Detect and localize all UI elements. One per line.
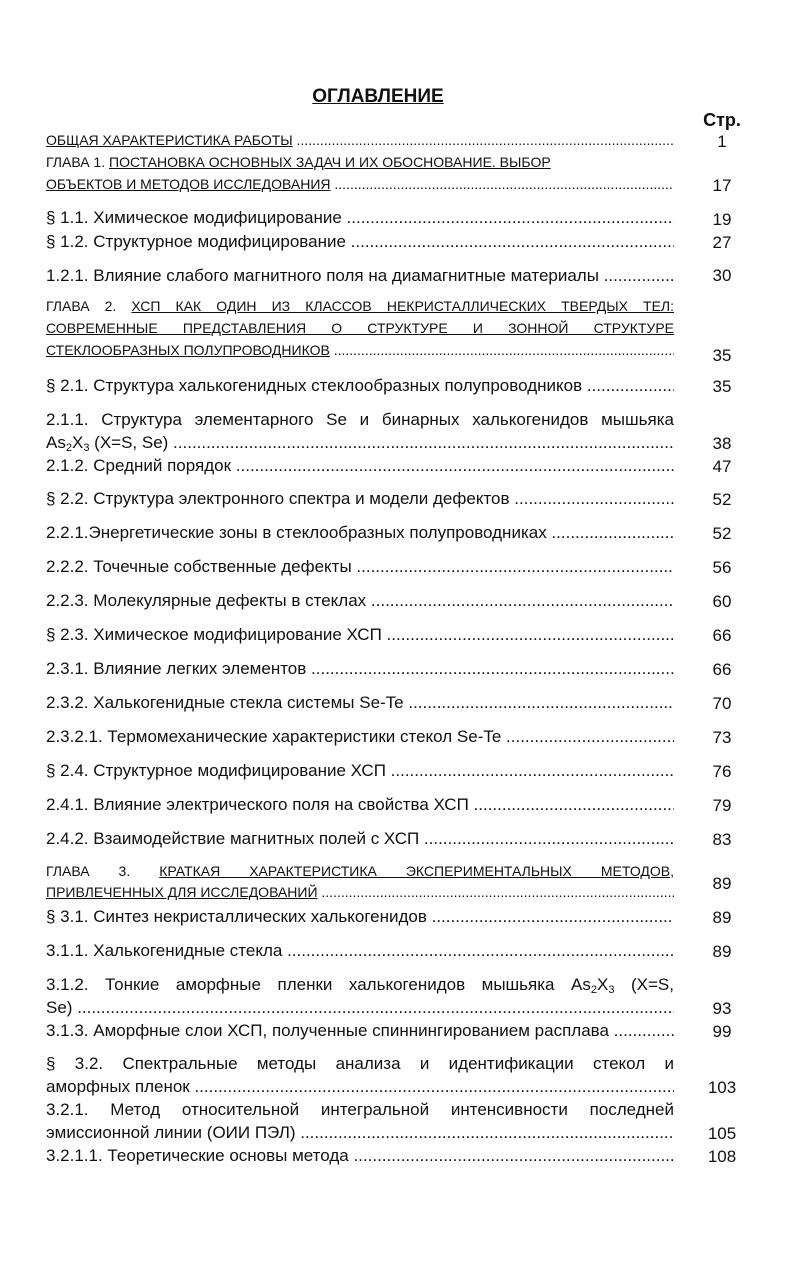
page-column-header: Стр. [703, 110, 741, 130]
toc-page: 93 [712, 999, 732, 1018]
toc-page: 76 [712, 762, 732, 781]
toc-page: 70 [712, 694, 732, 713]
toc-page: 35 [712, 346, 732, 365]
toc-page: 35 [712, 377, 732, 396]
toc-entry-chapter-2[interactable]: ГЛАВА 2. ХСП КАК ОДИН ИЗ КЛАССОВ НЕКРИСТАЛЛИЧЕСКИХ ТВЕРДЫХ ТЕЛ: [46, 298, 674, 314]
toc-page: 56 [712, 558, 732, 577]
toc-entry[interactable]: 1.2.1. Влияние слабого магнитного поля на диамагнитные материалы ..... [46, 266, 674, 286]
toc-entry[interactable]: § 3.2. Спектральные методы анализа и идентификации стекол и [46, 1054, 674, 1073]
toc-page: 47 [712, 457, 732, 476]
toc-entry[interactable]: 3.1.2. Тонкие аморфные пленки халькогенидов мышьяка $As_2X_3$ (X=S, [46, 975, 674, 995]
toc-entry[interactable]: 2.3.1. Влияние легких элементов ..... [46, 659, 674, 679]
toc-page: 103 [707, 1078, 737, 1097]
toc-entry-general[interactable]: ОБЩАЯ ХАРАКТЕРИСТИКА РАБОТЫ ..... [46, 130, 674, 150]
toc-entry[interactable]: § 2.3. Химическое модифицирование ХСП ..... [46, 625, 674, 645]
toc-entry[interactable]: 3.2.1. Метод относительной интегральной интенсивности последней [46, 1100, 674, 1119]
toc-page: 1 [717, 132, 727, 151]
toc-entry[interactable]: 2.4.1. Влияние электрического поля на свойства ХСП ..... [46, 795, 674, 815]
page-title: ОГЛАВЛЕНИЕ [312, 86, 444, 107]
toc-page: 17 [712, 176, 732, 195]
toc-page: 38 [712, 434, 732, 453]
toc-entry[interactable]: § 2.4. Структурное модифицирование ХСП ..... [46, 761, 674, 781]
toc-entry[interactable]: 2.1.1. Структура элементарного Se и бинарных халькогенидов мышьяка [46, 410, 674, 429]
toc-entry[interactable]: 3.1.3. Аморфные слои ХСП, полученные спиннингированием расплава ..... [46, 1021, 674, 1041]
toc-entry-cont[interactable]: $As_2X_3$ (X=S, Se) ..... [46, 433, 674, 453]
toc-entry[interactable]: 2.4.2. Взаимодействие магнитных полей с ХСП ..... [46, 829, 674, 849]
toc-entry[interactable]: 3.2.1.1. Теоретические основы метода ..... [46, 1146, 674, 1166]
toc-entry[interactable]: § 2.1. Структура халькогенидных стеклообразных полупроводников ..... [46, 376, 674, 396]
toc-entry[interactable]: § 2.2. Структура электронного спектра и модели дефектов ..... [46, 489, 674, 509]
toc-entry[interactable]: 2.3.2. Халькогенидные стекла системы Se-Te ..... [46, 693, 674, 713]
toc-entry[interactable]: 2.2.2. Точечные собственные дефекты ..... [46, 557, 674, 577]
toc-entry[interactable]: § 3.1. Синтез некристаллических халькогенидов ..... [46, 907, 674, 927]
toc-page: 52 [712, 490, 732, 509]
toc-page: 66 [712, 626, 732, 645]
toc-entry-chapter-2-cont[interactable]: СОВРЕМЕННЫЕ ПРЕДСТАВЛЕНИЯ О СТРУКТУРЕ И ЗОННОЙ СТРУКТУРЕ [46, 320, 674, 336]
toc-entry-cont[interactable]: эмиссионной линии (ОИИ ПЭЛ) ..... [46, 1123, 674, 1143]
toc-page: 105 [707, 1124, 737, 1143]
toc-entry[interactable]: § 1.1. Химическое модифицирование ..... [46, 208, 674, 228]
toc-page: 89 [712, 874, 732, 893]
toc-page: 66 [712, 660, 732, 679]
toc-entry-cont[interactable]: аморфных пленок ..... [46, 1077, 674, 1097]
toc-page: 108 [707, 1147, 737, 1166]
toc-page: 79 [712, 796, 732, 815]
toc-entry-chapter-3-cont[interactable]: ПРИВЛЕЧЕННЫХ ДЛЯ ИССЛЕДОВАНИЙ ..... [46, 882, 674, 902]
toc-entry[interactable]: 2.1.2. Средний порядок ..... [46, 456, 674, 476]
toc-entry[interactable]: 2.3.2.1. Термомеханические характеристики стекол Se-Te ..... [46, 727, 674, 747]
toc-page: 89 [712, 942, 732, 961]
toc-entry-chapter-2-cont[interactable]: СТЕКЛООБРАЗНЫХ ПОЛУПРОВОДНИКОВ ..... [46, 340, 674, 360]
toc-entry-chapter-1[interactable]: ГЛАВА 1. ПОСТАНОВКА ОСНОВНЫХ ЗАДАЧ И ИХ ОБОСНОВАНИЕ. ВЫБОР [46, 154, 551, 170]
toc-entry[interactable]: 2.2.1.Энергетические зоны в стеклообразных полупроводниках ..... [46, 523, 674, 543]
toc-page: 60 [712, 592, 732, 611]
toc-entry[interactable]: 3.1.1. Халькогенидные стекла ..... [46, 941, 674, 961]
toc-page: 73 [712, 728, 732, 747]
toc-page: 27 [712, 233, 732, 252]
toc-entry-chapter-3[interactable]: ГЛАВА 3. КРАТКАЯ ХАРАКТЕРИСТИКА ЭКСПЕРИМЕНТАЛЬНЫХ МЕТОДОВ, [46, 863, 674, 879]
toc-page: 52 [712, 524, 732, 543]
toc-entry-chapter-1-cont[interactable]: ОБЪЕКТОВ И МЕТОДОВ ИССЛЕДОВАНИЯ ..... [46, 174, 674, 194]
toc-entry[interactable]: 2.2.3. Молекулярные дефекты в стеклах ..... [46, 591, 674, 611]
toc-entry[interactable]: § 1.2. Структурное модифицирование ..... [46, 232, 674, 252]
toc-page: 30 [712, 266, 732, 285]
toc-page: 83 [712, 830, 732, 849]
toc-entry-cont[interactable]: Se) ..... [46, 998, 674, 1018]
toc-page: 19 [712, 210, 732, 229]
toc-page: 99 [712, 1022, 732, 1041]
toc-page: 89 [712, 908, 732, 927]
